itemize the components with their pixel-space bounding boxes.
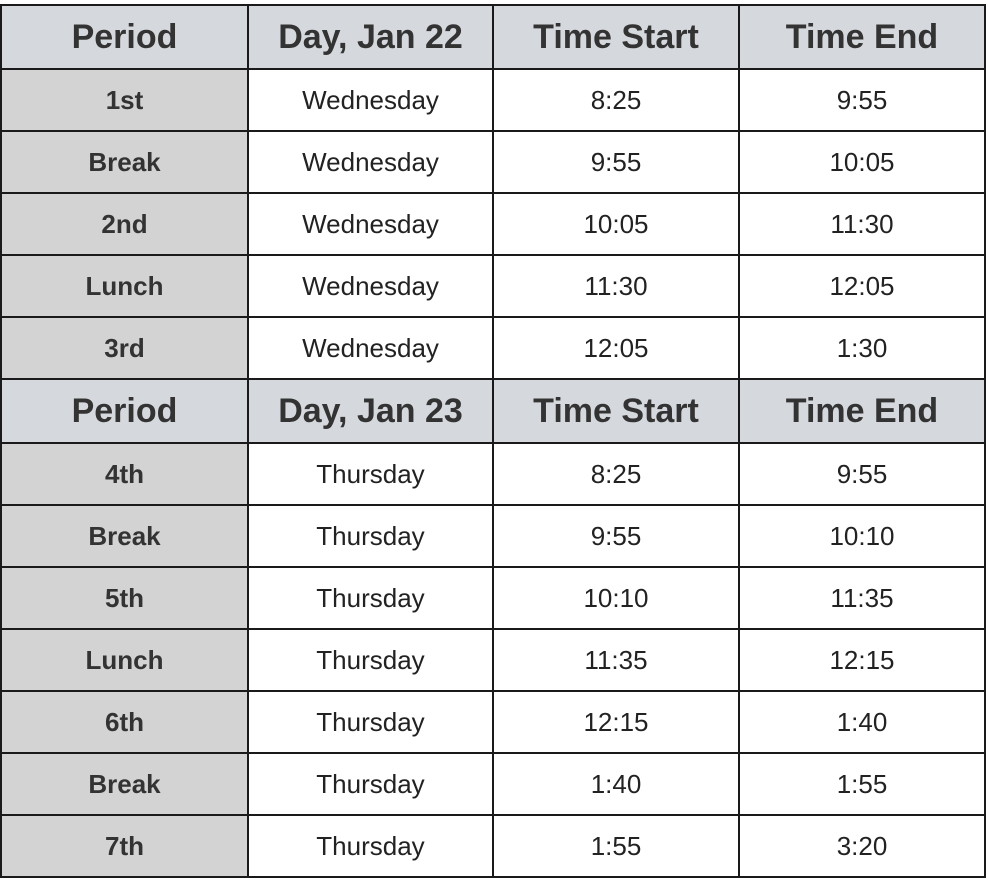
- time-start-cell: 1:40: [493, 753, 739, 815]
- period-cell: 7th: [1, 815, 248, 877]
- header-day: Day, Jan 23: [248, 379, 493, 443]
- period-cell: 1st: [1, 69, 248, 131]
- table-row: [1, 131, 985, 193]
- period-cell: 2nd: [1, 193, 248, 255]
- time-start-cell: 8:25: [493, 69, 739, 131]
- time-end-cell: 1:55: [739, 753, 985, 815]
- header-row-jan-22: [1, 5, 985, 69]
- time-start-cell: 10:05: [493, 193, 739, 255]
- header-day: Day, Jan 22: [248, 5, 493, 69]
- time-end-cell: 10:10: [739, 505, 985, 567]
- table-row: [1, 567, 985, 629]
- time-end-cell: 3:20: [739, 815, 985, 877]
- time-start-cell: 11:30: [493, 255, 739, 317]
- time-end-cell: 9:55: [739, 69, 985, 131]
- table-row: [1, 317, 985, 379]
- table-row: [1, 691, 985, 753]
- period-cell: 5th: [1, 567, 248, 629]
- table-row: [1, 193, 985, 255]
- day-cell: Thursday: [248, 815, 493, 877]
- time-end-cell: 12:15: [739, 629, 985, 691]
- day-cell: Wednesday: [248, 317, 493, 379]
- period-cell: 3rd: [1, 317, 248, 379]
- table-row: [1, 443, 985, 505]
- time-start-cell: 12:05: [493, 317, 739, 379]
- table-row: [1, 69, 985, 131]
- day-cell: Thursday: [248, 443, 493, 505]
- day-cell: Wednesday: [248, 255, 493, 317]
- time-end-cell: 10:05: [739, 131, 985, 193]
- header-row-jan-23: [1, 379, 985, 443]
- day-cell: Thursday: [248, 505, 493, 567]
- day-cell: Wednesday: [248, 131, 493, 193]
- period-cell: Break: [1, 131, 248, 193]
- table-row: [1, 753, 985, 815]
- period-cell: 6th: [1, 691, 248, 753]
- table-row: [1, 505, 985, 567]
- day-cell: Thursday: [248, 629, 493, 691]
- period-cell: Break: [1, 753, 248, 815]
- time-end-cell: 1:40: [739, 691, 985, 753]
- header-time-start: Time Start: [493, 5, 739, 69]
- table-row: [1, 629, 985, 691]
- period-cell: Lunch: [1, 629, 248, 691]
- header-period: Period: [1, 379, 248, 443]
- day-cell: Wednesday: [248, 69, 493, 131]
- time-start-cell: 12:15: [493, 691, 739, 753]
- header-time-end: Time End: [739, 379, 985, 443]
- period-cell: Break: [1, 505, 248, 567]
- table-row: [1, 815, 985, 877]
- time-start-cell: 9:55: [493, 131, 739, 193]
- schedule-table: [0, 4, 986, 878]
- period-cell: Lunch: [1, 255, 248, 317]
- time-start-cell: 11:35: [493, 629, 739, 691]
- header-time-end: Time End: [739, 5, 985, 69]
- table-row: [1, 255, 985, 317]
- time-end-cell: 12:05: [739, 255, 985, 317]
- day-cell: Thursday: [248, 567, 493, 629]
- time-start-cell: 10:10: [493, 567, 739, 629]
- day-cell: Thursday: [248, 691, 493, 753]
- time-end-cell: 9:55: [739, 443, 985, 505]
- day-cell: Thursday: [248, 753, 493, 815]
- day-cell: Wednesday: [248, 193, 493, 255]
- time-start-cell: 1:55: [493, 815, 739, 877]
- time-end-cell: 11:30: [739, 193, 985, 255]
- time-start-cell: 8:25: [493, 443, 739, 505]
- period-cell: 4th: [1, 443, 248, 505]
- time-start-cell: 9:55: [493, 505, 739, 567]
- header-time-start: Time Start: [493, 379, 739, 443]
- time-end-cell: 1:30: [739, 317, 985, 379]
- header-period: Period: [1, 5, 248, 69]
- schedule-body: [1, 5, 985, 877]
- time-end-cell: 11:35: [739, 567, 985, 629]
